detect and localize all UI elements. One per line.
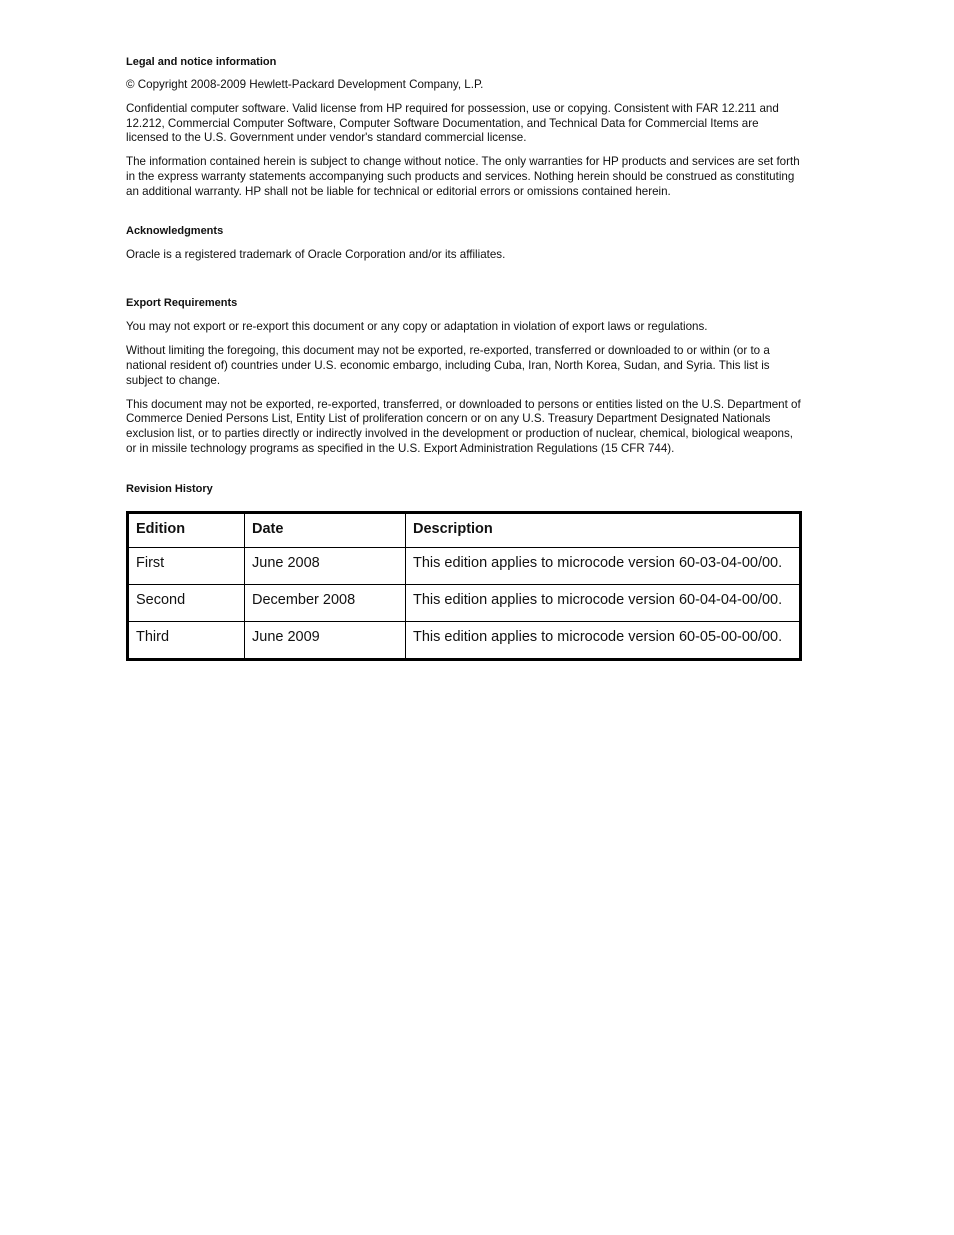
column-header-description: Description <box>406 512 801 547</box>
table-row <box>128 584 801 621</box>
revision-heading: Revision History <box>126 482 213 495</box>
edition-cell: First <box>128 547 245 584</box>
acknowledgments-text: Oracle is a registered trademark of Oracle Corporation and/or its affiliates. <box>126 247 506 261</box>
acknowledgments-heading: Acknowledgments <box>126 224 224 237</box>
table-header-row <box>128 512 801 547</box>
copyright-text: © Copyright 2008-2009 Hewlett-Packard Development Company, L.P. <box>126 78 484 91</box>
warranty-paragraph: The information contained herein is subject to change without notice. The only warranties for HP products and services are set forth in the express warranty statements accompanying such products and services. Nothing herein should be construed as constituting an additional warranty. HP shall not be liable for technical or editorial errors or omissions contained herein. <box>126 155 800 198</box>
column-header-date: Date <box>245 512 406 547</box>
acknowledgments-section <box>126 224 802 263</box>
export-paragraph-3: This document may not be exported, re-exported, transferred, or downloaded to persons or entities listed on the U.S. Department of Commerce Denied Persons List, Entity List of proliferation concern or on any U.S. Treasury Department Designated Nationals exclusion list, or to parties directly or indirectly involved in the development or production of nuclear, chemical, biological weapons, or in missile technology programs as specified in the U.S. Export Administration Regulations (15 CFR 744). <box>126 397 801 455</box>
description-cell: This edition applies to microcode version 60-05-00-00/00. <box>406 621 801 659</box>
date-cell: June 2008 <box>245 547 406 584</box>
export-heading: Export Requirements <box>126 297 238 310</box>
edition-cell: Third <box>128 621 245 659</box>
license-paragraph: Confidential computer software. Valid license from HP required for possession, use or copying. Consistent with FAR 12.211 and 12.212, Commercial Computer Software, Computer Software Documentation, and Technical Data for Commercial Items are licensed to the U.S. Government under vendor's standard commercial license. <box>126 101 779 145</box>
revision-table <box>126 511 802 661</box>
edition-cell: Second <box>128 584 245 621</box>
column-header-edition: Edition <box>128 512 245 547</box>
table-row <box>128 621 801 659</box>
date-cell: June 2009 <box>245 621 406 659</box>
export-paragraph-2: Without limiting the foregoing, this document may not be exported, re-exported, transferred or downloaded to or within (or to a national resident of) countries under U.S. economic embargo, including Cuba, Iran, North Korea, Sudan, and Syria. This list is subject to change. <box>126 344 770 387</box>
revision-history-section <box>126 482 802 661</box>
table-row <box>128 547 801 584</box>
date-cell: December 2008 <box>245 584 406 621</box>
export-paragraph-1: You may not export or re-export this document or any copy or adaptation in violation of export laws or regulations. <box>126 320 708 334</box>
document-page <box>126 55 802 661</box>
description-cell: This edition applies to microcode version 60-03-04-00/00. <box>406 547 801 584</box>
legal-notice-section <box>126 55 802 200</box>
export-requirements-section <box>126 296 802 456</box>
legal-heading: Legal and notice information <box>126 56 277 68</box>
description-cell: This edition applies to microcode version 60-04-04-00/00. <box>406 584 801 621</box>
